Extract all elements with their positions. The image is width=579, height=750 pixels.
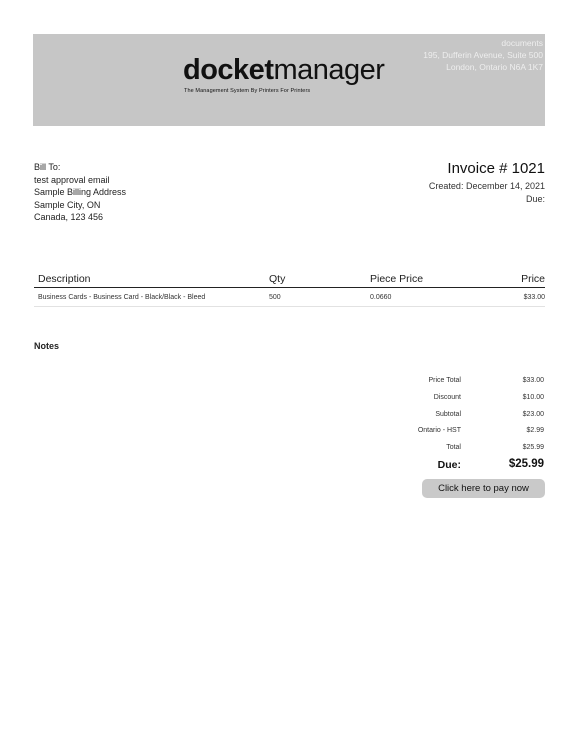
company-address	[423, 37, 543, 73]
price-total-label: Price Total	[428, 377, 461, 384]
invoice-header	[429, 160, 545, 205]
totals-row-tax	[380, 424, 545, 441]
bill-to-name: test approval email	[34, 174, 110, 185]
header-description: Description	[38, 273, 91, 285]
invoice-created-date: Created: December 14, 2021	[428, 181, 545, 191]
bill-to-address: Sample Billing Address	[34, 187, 127, 197]
company-city: London, Ontario N6A 1K7	[446, 62, 543, 72]
logo-wordmark	[183, 54, 384, 87]
logo-light-text: manager	[273, 54, 385, 86]
bill-to-country: Canada, 123 456	[34, 212, 104, 222]
subtotal-value: $23.00	[522, 410, 544, 418]
item-price: $33.00	[523, 294, 545, 301]
discount-value: $10.00	[522, 393, 544, 401]
tax-label: Ontario - HST	[417, 427, 461, 435]
total-label: Total	[446, 444, 461, 452]
logo-bold-text: docket	[183, 54, 274, 86]
notes-heading: Notes	[34, 341, 60, 351]
totals-row-price-total	[380, 374, 545, 391]
totals-row-total	[380, 441, 545, 458]
tax-value: $2.99	[526, 427, 544, 435]
table-row	[34, 288, 545, 307]
logo-tagline: The Management System By Printers For Printers	[184, 88, 311, 94]
totals-row-subtotal	[380, 408, 545, 425]
item-qty: 500	[269, 294, 281, 301]
header-qty: Qty	[269, 273, 286, 285]
price-total-value: $33.00	[522, 377, 544, 384]
total-value: $25.99	[522, 444, 544, 452]
discount-label: Discount	[433, 393, 461, 401]
invoice-title: Invoice # 1021	[447, 160, 545, 177]
totals-row-discount	[380, 391, 545, 408]
bill-to-block	[34, 161, 126, 224]
item-piece-price: 0.0660	[370, 294, 392, 301]
company-street: 195, Dufferin Avenue, Suite 500	[423, 50, 543, 60]
item-description: Business Cards - Business Card - Black/Black - Bleed	[38, 294, 206, 301]
totals-row-due	[380, 458, 545, 476]
company-name: documents	[501, 38, 543, 48]
header-price: Price	[521, 273, 545, 285]
line-items-table	[34, 272, 545, 307]
bill-to-label: Bill To:	[34, 162, 61, 172]
due-label: Due:	[437, 458, 461, 471]
docketmanager-logo	[183, 54, 398, 100]
pay-now-button[interactable]: Click here to pay now	[422, 479, 545, 498]
invoice-due-date: Due:	[525, 193, 545, 204]
header-piece-price: Piece Price	[370, 273, 424, 285]
table-header	[34, 272, 545, 288]
bill-to-city: Sample City, ON	[34, 199, 101, 210]
totals-block	[380, 374, 545, 476]
subtotal-label: Subtotal	[435, 410, 461, 418]
due-value: $25.99	[508, 457, 544, 470]
